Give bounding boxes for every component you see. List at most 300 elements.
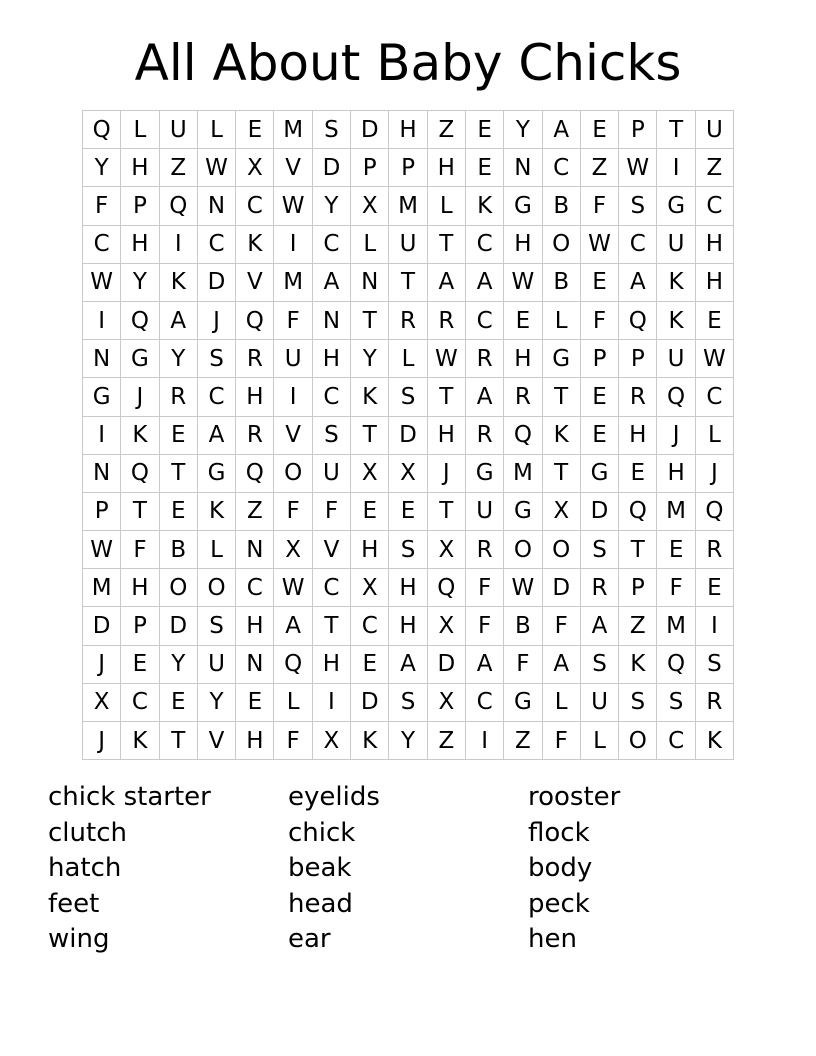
grid-cell: A (159, 301, 197, 339)
grid-cell: I (465, 722, 503, 760)
grid-cell: I (159, 225, 197, 263)
grid-cell: E (465, 149, 503, 187)
grid-cell: J (695, 454, 733, 492)
grid-cell: E (121, 645, 159, 683)
grid-cell: T (542, 378, 580, 416)
grid-cell: Z (236, 492, 274, 530)
grid-cell: X (389, 454, 427, 492)
grid-cell: O (542, 225, 580, 263)
grid-cell: X (236, 149, 274, 187)
grid-cell: H (351, 531, 389, 569)
grid-cell: U (657, 225, 695, 263)
grid-cell: F (504, 645, 542, 683)
grid-row (83, 492, 734, 530)
grid-cell: V (197, 722, 235, 760)
grid-cell: X (274, 531, 312, 569)
grid-cell: S (389, 683, 427, 721)
grid-cell: F (465, 607, 503, 645)
grid-cell: I (274, 378, 312, 416)
grid-cell: B (159, 531, 197, 569)
grid-cell: X (427, 531, 465, 569)
grid-cell: R (504, 378, 542, 416)
grid-cell: T (542, 454, 580, 492)
grid-cell: J (121, 378, 159, 416)
grid-cell: F (657, 569, 695, 607)
grid-cell: C (465, 301, 503, 339)
grid-cell: I (83, 301, 121, 339)
grid-cell: M (83, 569, 121, 607)
grid-cell: L (197, 531, 235, 569)
word-list-item: flock (528, 817, 590, 848)
word-list-column (528, 780, 620, 958)
grid-cell: Z (159, 149, 197, 187)
grid-cell: T (159, 722, 197, 760)
grid-cell: H (695, 263, 733, 301)
grid-cell: P (619, 340, 657, 378)
grid-cell: F (274, 492, 312, 530)
grid-cell: F (274, 722, 312, 760)
word-search-grid (82, 110, 734, 760)
grid-cell: F (83, 187, 121, 225)
grid-cell: U (312, 454, 350, 492)
grid-cell: X (427, 683, 465, 721)
grid-row (83, 683, 734, 721)
grid-cell: P (351, 149, 389, 187)
grid-row (83, 149, 734, 187)
grid-row (83, 454, 734, 492)
grid-cell: Z (427, 111, 465, 149)
grid-cell: Y (312, 187, 350, 225)
grid-row (83, 645, 734, 683)
grid-cell: Q (695, 492, 733, 530)
grid-cell: G (504, 492, 542, 530)
grid-cell: V (274, 416, 312, 454)
grid-cell: I (695, 607, 733, 645)
grid-cell: S (197, 607, 235, 645)
grid-cell: C (312, 378, 350, 416)
grid-cell: E (619, 454, 657, 492)
grid-cell: L (197, 111, 235, 149)
grid-cell: D (83, 607, 121, 645)
grid-cell: Y (159, 645, 197, 683)
grid-cell: L (695, 416, 733, 454)
grid-cell: W (504, 569, 542, 607)
grid-cell: N (504, 149, 542, 187)
grid-cell: Z (427, 722, 465, 760)
grid-cell: D (312, 149, 350, 187)
grid-cell: G (197, 454, 235, 492)
grid-cell: K (657, 263, 695, 301)
word-list-item: rooster (528, 782, 621, 812)
grid-cell: T (351, 416, 389, 454)
grid-cell: P (121, 607, 159, 645)
grid-cell: C (121, 683, 159, 721)
grid-cell: U (197, 645, 235, 683)
grid-cell: Y (83, 149, 121, 187)
grid-cell: Q (657, 645, 695, 683)
grid-cell: E (236, 111, 274, 149)
word-list-item: wing (48, 924, 110, 954)
grid-cell: H (427, 149, 465, 187)
grid-cell: G (504, 187, 542, 225)
grid-cell: E (580, 111, 618, 149)
grid-cell: O (504, 531, 542, 569)
grid-row (83, 378, 734, 416)
grid-cell: W (83, 263, 121, 301)
grid-row (83, 301, 734, 339)
grid-cell: I (274, 225, 312, 263)
grid-cell: R (389, 301, 427, 339)
grid-cell: S (197, 340, 235, 378)
grid-cell: I (312, 683, 350, 721)
grid-cell: M (504, 454, 542, 492)
grid-cell: C (312, 569, 350, 607)
grid-cell: F (121, 531, 159, 569)
grid-cell: U (695, 111, 733, 149)
grid-cell: Z (580, 149, 618, 187)
grid-cell: M (389, 187, 427, 225)
grid-cell: F (542, 607, 580, 645)
grid-cell: H (389, 607, 427, 645)
grid-cell: F (580, 301, 618, 339)
grid-cell: E (159, 492, 197, 530)
grid-cell: Q (236, 301, 274, 339)
grid-cell: J (83, 645, 121, 683)
grid-cell: H (236, 722, 274, 760)
grid-cell: V (274, 149, 312, 187)
grid-row (83, 607, 734, 645)
grid-row (83, 569, 734, 607)
grid-cell: L (542, 683, 580, 721)
grid-cell: N (236, 645, 274, 683)
grid-cell: J (657, 416, 695, 454)
grid-cell: S (695, 645, 733, 683)
grid-cell: J (427, 454, 465, 492)
grid-cell: N (312, 301, 350, 339)
grid-cell: V (312, 531, 350, 569)
grid-cell: R (236, 416, 274, 454)
grid-row (83, 263, 734, 301)
word-list-item: eyelids (288, 782, 380, 812)
grid-cell: C (619, 225, 657, 263)
grid-cell: S (580, 645, 618, 683)
grid-cell: N (197, 187, 235, 225)
grid-cell: R (695, 683, 733, 721)
grid-cell: A (312, 263, 350, 301)
word-list-item: head (288, 888, 353, 919)
grid-cell: E (657, 531, 695, 569)
grid-cell: C (312, 225, 350, 263)
grid-cell: Q (427, 569, 465, 607)
grid-cell: T (389, 263, 427, 301)
grid-cell: D (197, 263, 235, 301)
grid-cell: U (389, 225, 427, 263)
grid-cell: K (197, 492, 235, 530)
grid-cell: Y (121, 263, 159, 301)
grid-cell: W (580, 225, 618, 263)
grid-row (83, 225, 734, 263)
grid-cell: U (580, 683, 618, 721)
grid-cell: K (351, 722, 389, 760)
grid-cell: U (657, 340, 695, 378)
grid-cell: E (351, 492, 389, 530)
grid-cell: K (465, 187, 503, 225)
grid-cell: T (121, 492, 159, 530)
grid-cell: X (351, 187, 389, 225)
grid-cell: P (121, 187, 159, 225)
grid-cell: K (236, 225, 274, 263)
grid-cell: X (427, 607, 465, 645)
grid-cell: D (351, 683, 389, 721)
grid-cell: F (580, 187, 618, 225)
grid-cell: A (427, 263, 465, 301)
grid-cell: Q (657, 378, 695, 416)
grid-cell: H (121, 569, 159, 607)
grid-cell: E (580, 263, 618, 301)
grid-cell: Q (619, 492, 657, 530)
grid-cell: H (312, 645, 350, 683)
grid-cell: J (197, 301, 235, 339)
word-list-item: hen (528, 924, 577, 954)
grid-cell: E (695, 301, 733, 339)
grid-cell: K (657, 301, 695, 339)
grid-cell: A (542, 111, 580, 149)
grid-cell: W (504, 263, 542, 301)
grid-cell: I (657, 149, 695, 187)
grid-cell: D (427, 645, 465, 683)
grid-cell: W (695, 340, 733, 378)
grid-cell: K (351, 378, 389, 416)
grid-cell: L (580, 722, 618, 760)
grid-cell: M (657, 492, 695, 530)
grid-cell: F (465, 569, 503, 607)
grid-cell: S (312, 111, 350, 149)
grid-row (83, 111, 734, 149)
grid-cell: G (83, 378, 121, 416)
grid-cell: A (465, 378, 503, 416)
grid-cell: Q (274, 645, 312, 683)
grid-cell: K (695, 722, 733, 760)
grid-cell: H (312, 340, 350, 378)
grid-cell: N (351, 263, 389, 301)
grid-cell: Q (83, 111, 121, 149)
grid-cell: O (542, 531, 580, 569)
grid-cell: X (351, 454, 389, 492)
grid-cell: D (351, 111, 389, 149)
grid-cell: A (580, 607, 618, 645)
grid-cell: T (427, 225, 465, 263)
word-list-item: body (528, 853, 593, 883)
grid-cell: G (465, 454, 503, 492)
grid-cell: M (657, 607, 695, 645)
word-list-item: chick starter (48, 782, 211, 812)
grid-cell: B (504, 607, 542, 645)
grid-cell: K (121, 416, 159, 454)
grid-cell: E (504, 301, 542, 339)
grid-cell: L (427, 187, 465, 225)
grid-cell: O (619, 722, 657, 760)
grid-cell: E (159, 683, 197, 721)
grid-cell: S (619, 187, 657, 225)
grid-cell: B (542, 263, 580, 301)
grid-cell: P (619, 569, 657, 607)
grid-cell: S (389, 531, 427, 569)
grid-cell: L (121, 111, 159, 149)
grid-cell: R (580, 569, 618, 607)
grid-cell: C (83, 225, 121, 263)
grid-cell: Z (504, 722, 542, 760)
grid-cell: S (312, 416, 350, 454)
grid-cell: R (619, 378, 657, 416)
grid-cell: R (159, 378, 197, 416)
word-list-item: feet (48, 888, 100, 919)
grid-cell: Z (619, 607, 657, 645)
grid-cell: O (197, 569, 235, 607)
grid-cell: N (83, 340, 121, 378)
grid-cell: H (236, 378, 274, 416)
grid-cell: P (389, 149, 427, 187)
grid-cell: Y (504, 111, 542, 149)
grid-cell: C (236, 569, 274, 607)
grid-cell: P (580, 340, 618, 378)
word-list-item: hatch (48, 853, 122, 883)
grid-row (83, 722, 734, 760)
grid-cell: U (274, 340, 312, 378)
grid-cell: H (619, 416, 657, 454)
grid-cell: H (121, 149, 159, 187)
grid-cell: H (389, 569, 427, 607)
grid-cell: I (83, 416, 121, 454)
grid-cell: H (504, 340, 542, 378)
grid-cell: C (695, 378, 733, 416)
grid-cell: L (542, 301, 580, 339)
grid-cell: W (427, 340, 465, 378)
grid-row (83, 187, 734, 225)
grid-cell: S (580, 531, 618, 569)
grid-cell: W (619, 149, 657, 187)
grid-cell: J (83, 722, 121, 760)
grid-cell: Y (197, 683, 235, 721)
grid-cell: O (274, 454, 312, 492)
grid-cell: F (274, 301, 312, 339)
grid-cell: N (236, 531, 274, 569)
grid-cell: G (121, 340, 159, 378)
grid-cell: C (236, 187, 274, 225)
word-list-item: peck (528, 888, 590, 919)
grid-row (83, 416, 734, 454)
grid-cell: C (542, 149, 580, 187)
grid-cell: C (695, 187, 733, 225)
grid-cell: Q (236, 454, 274, 492)
grid-cell: E (159, 416, 197, 454)
grid-cell: R (465, 531, 503, 569)
grid-cell: A (197, 416, 235, 454)
grid-cell: T (159, 454, 197, 492)
grid-cell: S (619, 683, 657, 721)
grid-cell: X (351, 569, 389, 607)
grid-cell: R (465, 340, 503, 378)
grid-cell: K (159, 263, 197, 301)
grid-cell: T (427, 378, 465, 416)
grid-cell: C (657, 722, 695, 760)
grid-cell: L (351, 225, 389, 263)
grid-cell: M (274, 111, 312, 149)
grid-cell: D (542, 569, 580, 607)
word-list-column (288, 780, 380, 958)
grid-cell: A (465, 645, 503, 683)
grid-cell: E (580, 378, 618, 416)
grid-cell: N (83, 454, 121, 492)
grid-cell: R (695, 531, 733, 569)
grid-cell: D (580, 492, 618, 530)
grid-cell: S (657, 683, 695, 721)
grid-cell: M (274, 263, 312, 301)
word-list-item: clutch (48, 817, 127, 848)
grid-cell: X (83, 683, 121, 721)
grid-cell: E (465, 111, 503, 149)
grid-cell: G (580, 454, 618, 492)
grid-cell: B (542, 187, 580, 225)
grid-cell: L (274, 683, 312, 721)
grid-cell: C (197, 225, 235, 263)
grid-cell: Q (619, 301, 657, 339)
grid-cell: U (159, 111, 197, 149)
grid-cell: C (465, 683, 503, 721)
grid-cell: T (427, 492, 465, 530)
grid-cell: P (83, 492, 121, 530)
word-list-item: chick (288, 817, 356, 848)
grid-cell: X (312, 722, 350, 760)
grid-cell: D (159, 607, 197, 645)
grid-cell: O (159, 569, 197, 607)
grid-cell: A (619, 263, 657, 301)
grid-cell: T (657, 111, 695, 149)
grid-cell: T (312, 607, 350, 645)
grid-cell: A (542, 645, 580, 683)
grid-cell: G (504, 683, 542, 721)
grid-cell: H (657, 454, 695, 492)
grid-cell: H (236, 607, 274, 645)
grid-cell: A (274, 607, 312, 645)
grid-cell: S (389, 378, 427, 416)
grid-cell: V (236, 263, 274, 301)
grid-cell: W (274, 187, 312, 225)
grid-cell: T (619, 531, 657, 569)
grid-cell: H (695, 225, 733, 263)
grid-cell: L (389, 340, 427, 378)
grid-cell: C (351, 607, 389, 645)
grid-cell: Q (504, 416, 542, 454)
word-list-item: ear (288, 924, 331, 954)
page-title: All About Baby Chicks (134, 34, 682, 92)
grid-cell: A (465, 263, 503, 301)
grid-cell: E (580, 416, 618, 454)
grid-cell: H (121, 225, 159, 263)
grid-cell: X (542, 492, 580, 530)
grid-cell: Q (121, 454, 159, 492)
grid-cell: Y (159, 340, 197, 378)
grid-cell: R (427, 301, 465, 339)
grid-cell: F (542, 722, 580, 760)
grid-cell: U (465, 492, 503, 530)
grid-cell: H (389, 111, 427, 149)
grid-row (83, 531, 734, 569)
grid-cell: G (657, 187, 695, 225)
grid-cell: C (465, 225, 503, 263)
grid-cell: W (197, 149, 235, 187)
word-list-column (48, 780, 211, 958)
word-list-item: beak (288, 853, 352, 883)
